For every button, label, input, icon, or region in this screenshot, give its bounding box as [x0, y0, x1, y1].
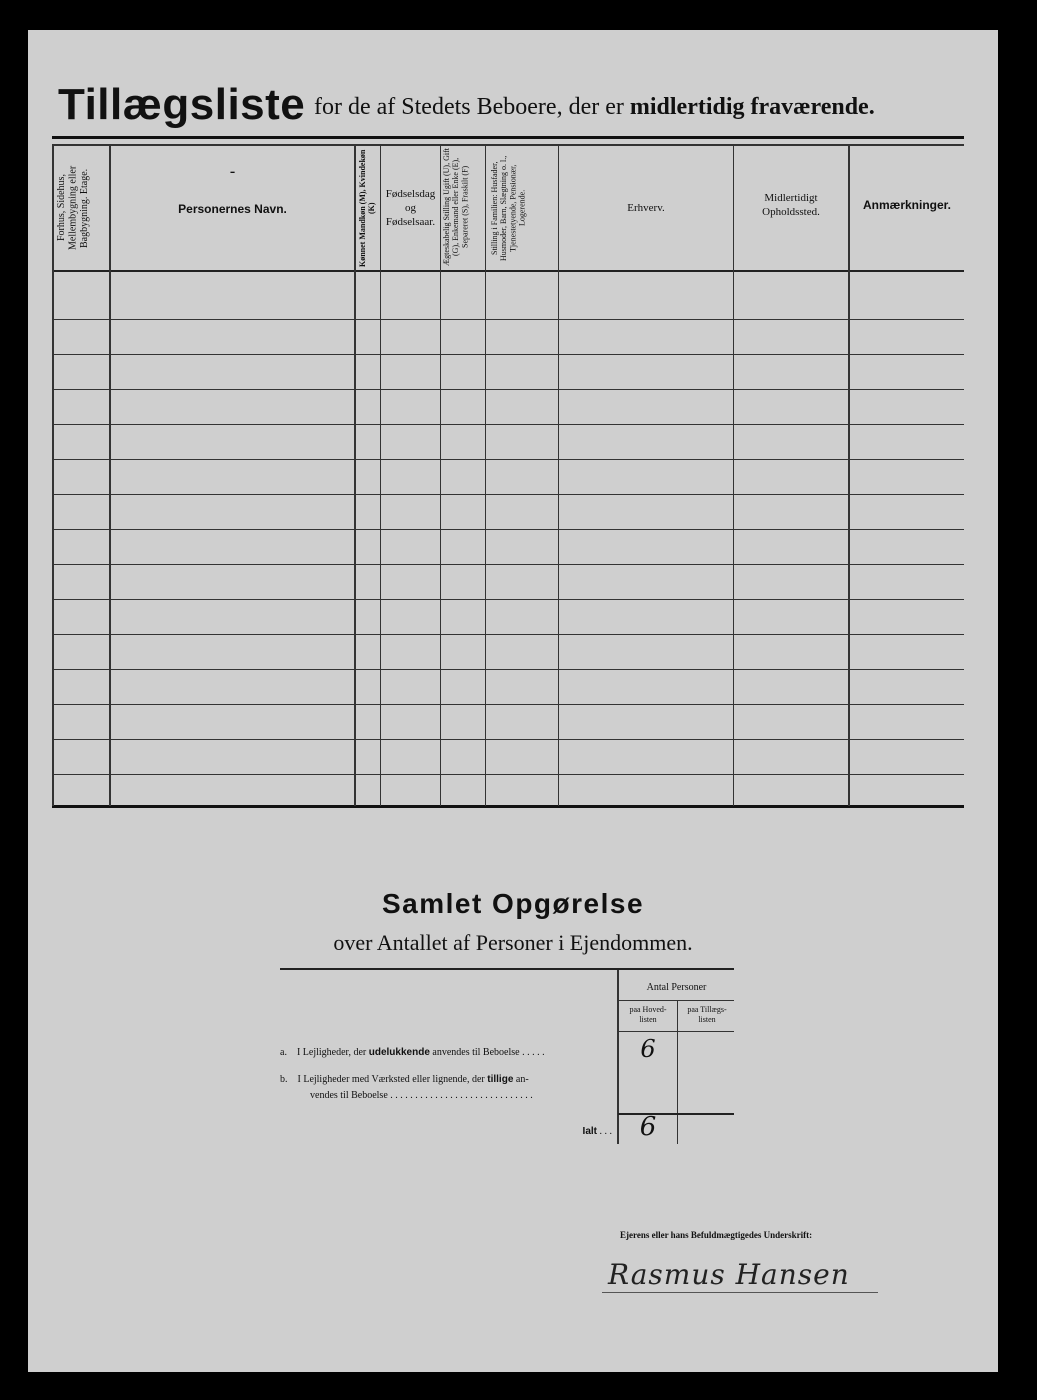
summary-title: Samlet Opgørelse [381, 888, 645, 919]
title-text-normal: for de af Stedets Beboere, der er [314, 94, 624, 120]
row-b-text-2: an- [515, 1074, 529, 1085]
row-line [52, 494, 964, 495]
row-a-bold: udelukkende [368, 1047, 430, 1058]
col-header-foedsel-line2: og [405, 201, 416, 214]
table-header-border [52, 270, 964, 272]
title-rule [52, 136, 964, 139]
summary-divider [677, 1000, 678, 1144]
col-hoved-header: paa Hoved-listen [629, 1005, 667, 1024]
table-bottom-border [52, 805, 964, 808]
col-header-anmaerkninger: Anmærkninger. [862, 198, 952, 212]
title-text-bold: midlertidig fraværende. [629, 94, 875, 120]
col-header-ophold-line2: Opholdssted. [762, 205, 820, 218]
col-divider [733, 144, 734, 806]
signature-label: Ejerens eller hans Befuldmægtigedes Underskrift: [620, 1230, 813, 1240]
table-top-border [52, 144, 964, 146]
col-divider [354, 144, 356, 806]
ialt-value-hoved: 6 [639, 1112, 657, 1142]
row-line [52, 389, 964, 390]
col-divider [440, 144, 441, 806]
col-header-navn-dash: - [229, 163, 236, 180]
row-line [52, 669, 964, 670]
summary-row-a [280, 1047, 610, 1058]
summary-top-rule [280, 968, 734, 970]
row-line [52, 564, 964, 565]
row-line [52, 459, 964, 460]
row-b-text: I Lejligheder med Værksted eller lignende, der [297, 1074, 485, 1085]
row-line [52, 529, 964, 530]
col-header-aegteskab: Ægteskabelig Stilling Ugift (U), Gift (G), Enkemand eller Enke (E), Separeret (S), Fraskilt (F) [442, 148, 470, 266]
col-header-koen: Kønnet Mandkøn (M), Kvindekøn (K) [358, 149, 377, 267]
col-header-foedsel-line1: Fødselsdag [385, 188, 436, 200]
col-divider [848, 144, 850, 806]
col-header-ophold-line1: Midlertidigt [764, 192, 818, 204]
row-a-dots: . . . . . [522, 1047, 545, 1058]
row-b-prefix: b. [280, 1074, 288, 1085]
form-title-description [314, 94, 875, 121]
row-a-value-hoved: 6 [640, 1035, 656, 1063]
col-divider [380, 144, 381, 806]
row-line [52, 774, 964, 775]
signature-handwriting: Rasmus Hansen [608, 1258, 850, 1291]
col-header-foedsel [381, 188, 440, 229]
row-line [52, 739, 964, 740]
summary-divider [617, 970, 619, 1144]
row-b-dots: . . . . . . . . . . . . . . . . . . . . . . . . . . . . . [390, 1090, 533, 1101]
col-divider [52, 144, 54, 806]
row-line [52, 319, 964, 320]
summary-subtitle: over Antallet af Personer i Ejendommen. [333, 930, 693, 955]
col-header-ophold [734, 192, 848, 220]
row-line [52, 354, 964, 355]
row-b-text-3: vendes til Beboelse [310, 1090, 388, 1101]
row-line [52, 704, 964, 705]
row-a-text-2: anvendes til Beboelse [432, 1047, 520, 1058]
row-line [52, 599, 964, 600]
antal-personer-header: Antal Personer [646, 982, 707, 993]
row-line [52, 424, 964, 425]
ialt-row [528, 1126, 612, 1137]
col-header-bygning: Forhus, Sidehus, Mellembygning eller Bagbygning. Etage. [56, 165, 90, 251]
row-line [52, 634, 964, 635]
summary-row-b [280, 1072, 610, 1104]
col-header-familie: Stilling i Familien: Husfader, Husmoder, Barn, Slægtning o. l., Tjenestetyende, Pensionær, Logerende. [490, 155, 527, 261]
col-header-navn: Personernes Navn. [178, 202, 287, 216]
col-header-foedsel-line3: Fødselsaar. [385, 215, 436, 228]
col-tillaeg-header: paa Tillægs-listen [687, 1005, 727, 1024]
col-header-erhverv: Erhverv. [627, 202, 665, 214]
ialt-label: Ialt [582, 1126, 597, 1137]
ialt-dots: . . . [599, 1126, 612, 1137]
signature-line [602, 1292, 878, 1293]
summary-header-rule [618, 1000, 734, 1001]
row-b-bold: tillige [487, 1074, 514, 1085]
row-a-prefix: a. [280, 1047, 287, 1058]
col-divider [558, 144, 559, 806]
row-a-text: I Lejligheder, der [296, 1047, 367, 1058]
form-sheet [28, 30, 998, 1372]
col-divider [109, 144, 111, 806]
form-title: Tillægsliste [58, 80, 306, 129]
col-divider [485, 144, 486, 806]
summary-header-rule [618, 1031, 734, 1032]
